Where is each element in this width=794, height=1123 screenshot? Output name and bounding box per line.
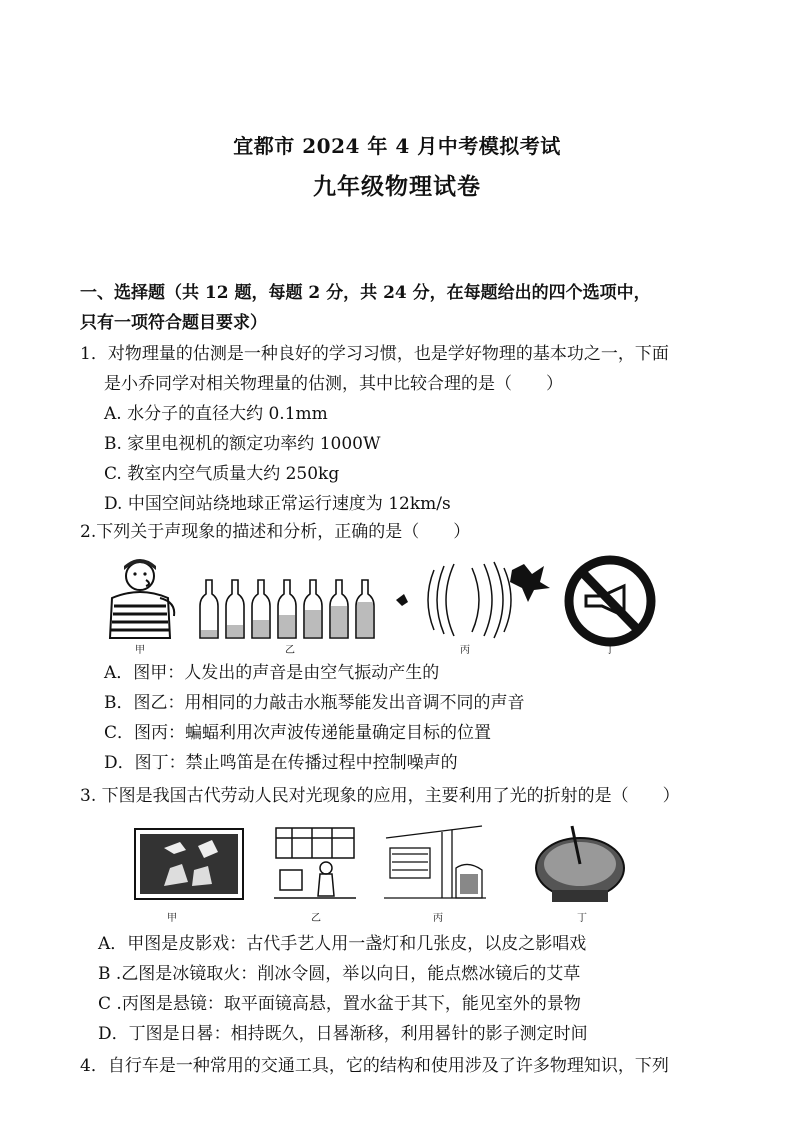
- q2-option-c: C．图丙：蝙蝠利用次声波传递能量确定目标的位置: [104, 723, 492, 743]
- q3-option-b: B .乙图是冰镜取火：削冰令圆，举以向日，能点燃冰镜后的艾草: [98, 964, 581, 984]
- q3-option-d: D．丁图是日晷：相持既久，日晷渐移，利用晷针的影子测定时间: [98, 1024, 588, 1044]
- q4-stem: 4．自行车是一种常用的交通工具，它的结构和使用涉及了许多物理知识，下列: [80, 1056, 669, 1076]
- exam-title: 宜都市 2024 年 4 月中考模拟考试: [233, 134, 561, 158]
- exam-subtitle: 九年级物理试卷: [313, 173, 481, 200]
- figure-label-yi-q3: 乙: [311, 913, 321, 924]
- q2-option-d: D．图丁：禁止鸣笛是在传播过程中控制噪声的: [104, 753, 458, 773]
- q1-option-d: D. 中国空间站绕地球正常运行速度为 12km/s: [104, 494, 451, 514]
- figure-label-jia-q3: 甲: [167, 913, 177, 924]
- figure-label-yi: 乙: [285, 645, 295, 656]
- q1-option-a: A. 水分子的直径大约 0.1mm: [104, 404, 328, 424]
- figure-label-bing-q3: 丙: [433, 913, 443, 924]
- figure-label-ding-q3: 丁: [577, 913, 587, 924]
- figure-label-jia: 甲: [135, 645, 145, 656]
- q1-stem: 1．对物理量的估测是一种良好的学习习惯，也是学好物理的基本功之一，下面: [80, 344, 669, 364]
- q1-option-c: C. 教室内空气质量大约 250kg: [104, 464, 340, 484]
- person-shouting-figure: [102, 558, 178, 640]
- ice-lens-figure: [272, 824, 358, 900]
- q3-stem: 3. 下图是我国古代劳动人民对光现象的应用，主要利用了光的折射的是（ ）: [80, 786, 680, 806]
- section-heading: 一、选择题（共 12 题，每题 2 分，共 24 分，在每题给出的四个选项中，: [80, 283, 651, 303]
- q2-option-b: B．图乙：用相同的力敲击水瓶琴能发出音调不同的声音: [104, 693, 525, 713]
- q1-stem-cont: 是小乔同学对相关物理量的估测，其中比较合理的是（ ）: [104, 374, 563, 394]
- hanging-mirror-figure: [382, 818, 488, 902]
- bat-ultrasound-figure: [394, 560, 554, 640]
- q1-option-b: B. 家里电视机的额定功率约 1000W: [104, 434, 381, 454]
- q2-option-a: A．图甲：人发出的声音是由空气振动产生的: [104, 663, 440, 683]
- q2-stem: 2.下列关于声现象的描述和分析，正确的是（ ）: [80, 522, 471, 542]
- sundial-figure: [532, 820, 628, 906]
- no-honking-sign-icon: [562, 556, 658, 646]
- water-bottles-figure: [196, 578, 382, 640]
- section-heading-cont: 只有一项符合题目要求）: [80, 313, 267, 333]
- figure-label-bing: 丙: [460, 645, 470, 656]
- q3-option-c: C .丙图是悬镜：取平面镜高悬，置水盆于其下，能见室外的景物: [98, 994, 581, 1014]
- q3-option-a: A．甲图是皮影戏：古代手艺人用一盏灯和几张皮，以皮之影唱戏: [98, 934, 587, 954]
- shadow-puppet-figure: [134, 828, 244, 900]
- figure-label-ding: 丁: [605, 645, 615, 656]
